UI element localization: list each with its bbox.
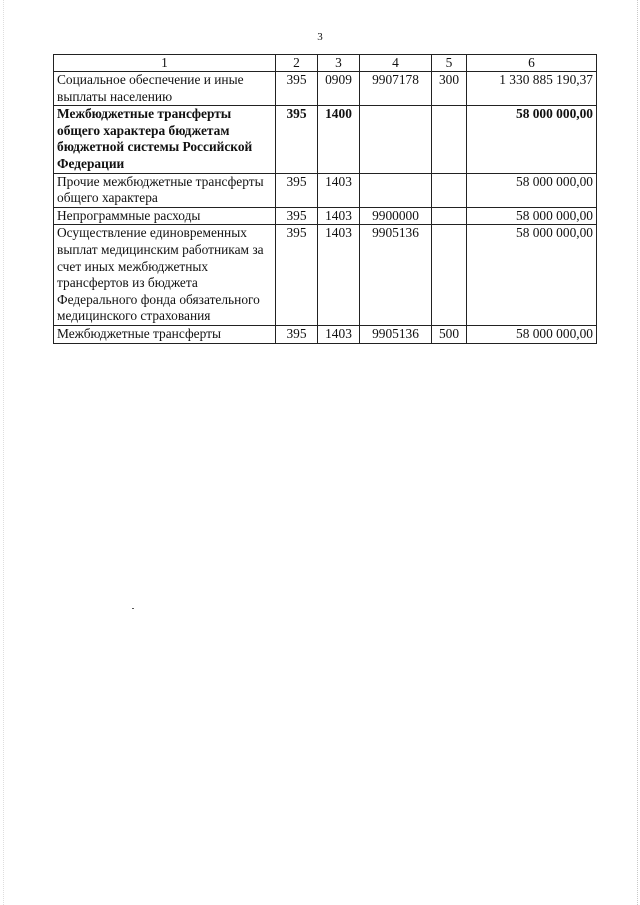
cell-amount: 1 330 885 190,37 bbox=[467, 72, 597, 106]
cell-col-2: 395 bbox=[276, 173, 318, 207]
column-header: 4 bbox=[360, 55, 432, 72]
cell-amount: 58 000 000,00 bbox=[467, 173, 597, 207]
cell-col-4: 9905136 bbox=[360, 325, 432, 343]
cell-amount: 58 000 000,00 bbox=[467, 225, 597, 326]
cell-name: Межбюджетные трансферты bbox=[54, 325, 276, 343]
cell-col-2: 395 bbox=[276, 207, 318, 225]
cell-col-2: 395 bbox=[276, 325, 318, 343]
cell-name: Социальное обеспечение и иные выплаты населению bbox=[54, 72, 276, 106]
table-row bbox=[54, 207, 597, 225]
cell-col-4: 9900000 bbox=[360, 207, 432, 225]
cell-col-5 bbox=[432, 173, 467, 207]
table-row bbox=[54, 106, 597, 173]
cell-col-2: 395 bbox=[276, 72, 318, 106]
cell-col-2: 395 bbox=[276, 225, 318, 326]
cell-name: Осуществление единовременных выплат медицинским работникам за счет иных межбюджетных трансфертов из бюджета Федерального фонда обязательного медицинского страхования bbox=[54, 225, 276, 326]
page-number: 3 bbox=[317, 31, 323, 43]
cell-col-5 bbox=[432, 106, 467, 173]
cell-col-3: 0909 bbox=[318, 72, 360, 106]
table-header-row bbox=[54, 55, 597, 72]
cell-col-4: 9907178 bbox=[360, 72, 432, 106]
cell-col-3: 1400 bbox=[318, 106, 360, 173]
column-header: 1 bbox=[54, 55, 276, 72]
cell-name: Прочие межбюджетные трансферты общего характера bbox=[54, 173, 276, 207]
cell-amount: 58 000 000,00 bbox=[467, 106, 597, 173]
cell-amount: 58 000 000,00 bbox=[467, 207, 597, 225]
cell-col-4 bbox=[360, 173, 432, 207]
cell-name: Непрограммные расходы bbox=[54, 207, 276, 225]
cell-col-3: 1403 bbox=[318, 207, 360, 225]
cell-col-3: 1403 bbox=[318, 225, 360, 326]
budget-table bbox=[53, 54, 597, 344]
column-header: 5 bbox=[432, 55, 467, 72]
cell-name: Межбюджетные трансферты общего характера бюджетам бюджетной системы Российской Федерации bbox=[54, 106, 276, 173]
scan-edge-right bbox=[636, 0, 638, 905]
scan-edge-left bbox=[3, 0, 5, 905]
cell-col-3: 1403 bbox=[318, 325, 360, 343]
table-row bbox=[54, 225, 597, 326]
cell-col-5 bbox=[432, 207, 467, 225]
cell-col-4: 9905136 bbox=[360, 225, 432, 326]
cell-col-4 bbox=[360, 106, 432, 173]
scan-speck bbox=[132, 608, 134, 609]
column-header: 2 bbox=[276, 55, 318, 72]
cell-col-3: 1403 bbox=[318, 173, 360, 207]
cell-col-5: 500 bbox=[432, 325, 467, 343]
cell-amount: 58 000 000,00 bbox=[467, 325, 597, 343]
table-row bbox=[54, 325, 597, 343]
cell-col-5: 300 bbox=[432, 72, 467, 106]
cell-col-5 bbox=[432, 225, 467, 326]
column-header: 3 bbox=[318, 55, 360, 72]
cell-col-2: 395 bbox=[276, 106, 318, 173]
table-row bbox=[54, 173, 597, 207]
table-row bbox=[54, 72, 597, 106]
column-header: 6 bbox=[467, 55, 597, 72]
